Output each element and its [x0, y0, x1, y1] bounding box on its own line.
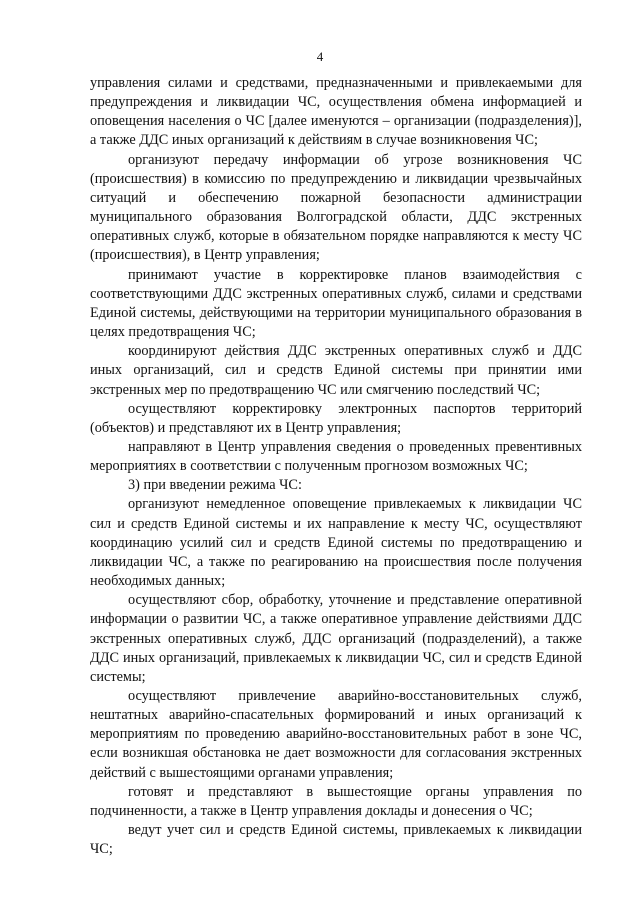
paragraph-adjust-plans: принимают участие в корректировке планов взаимодействия с соответствующими ДДС экстренных оперативных служб, силами и средствами Единой системы, действующими на территории муниципального образования в целях предотвращения ЧС;	[90, 266, 582, 341]
paragraph-prepare-reports: готовят и представляют в вышестоящие органы управления по подчиненности, а также в Центр управления доклады и донесения о ЧС;	[90, 783, 582, 819]
paragraph-coordinate-actions: координируют действия ДДС экстренных оперативных служб и ДДС иных организаций, сил и средств Единой системы при принятии ими экстренных мер по предотвращению ЧС или смягчению последствий ЧС;	[90, 343, 582, 398]
paragraph-transfer-information: организуют передачу информации об угрозе возникновения ЧС (происшествия) в комиссию по предупреждению и ликвидации чрезвычайных ситуаций и обеспечению пожарной безопасности администрации муниципального образования Волгоградской области, ДДС экстренных оперативных служб, которые в обязательном порядке направляются к месту ЧС (происшествия), в Центр управления;	[90, 151, 582, 264]
page-number: 4	[316, 49, 324, 64]
body-text	[90, 74, 582, 859]
paragraph-organize-notification: организуют немедленное оповещение привлекаемых к ликвидации ЧС сил и средств Единой системы и их направление к месту ЧС, осуществляют координацию усилий сил и средств Единой системы по предотвращению и ликвидации ЧС, а также по реагированию на происшествия после получения необходимых данных;	[90, 496, 582, 590]
paragraph-continuation: управления силами и средствами, предназначенными и привлекаемыми для предупреждения и ликвидации ЧС, осуществления обмена информацией и оповещения населения о ЧС [далее именуются – организации (подразделения)], а также ДДС иных организаций к действиям в случае возникновения ЧС;	[90, 75, 582, 149]
paragraph-engage-services: осуществляют привлечение аварийно-восстановительных служб, нештатных аварийно-спасательных формирований и иных организаций к мероприятиям по проведению аварийно-восстановительных работ в зоне ЧС, если возникшая обстановка не дает возможности для согласования экстренных действий с вышестоящими органами управления;	[90, 688, 582, 781]
paragraph-keep-records: ведут учет сил и средств Единой системы, привлекаемых к ликвидации ЧС;	[90, 822, 582, 858]
paragraph-send-information: направляют в Центр управления сведения о проведенных превентивных мероприятиях в соответствии с полученным прогнозом возможных ЧС;	[90, 438, 582, 475]
paragraph-collect-information: осуществляют сбор, обработку, уточнение и представление оперативной информации о развитии ЧС, а также оперативное управление действиями ДДС экстренных оперативных служб, ДДС организаций (подразделений), а также ДДС иных организаций, привлекаемых к ликвидации ЧС, сил и средств Единой системы;	[90, 592, 582, 685]
section-heading-emergency-mode: 3) при введении режима ЧС:	[128, 477, 302, 494]
paragraph-adjust-passports: осуществляют корректировку электронных паспортов территорий (объектов) и представляют их в Центр управления;	[90, 400, 582, 436]
